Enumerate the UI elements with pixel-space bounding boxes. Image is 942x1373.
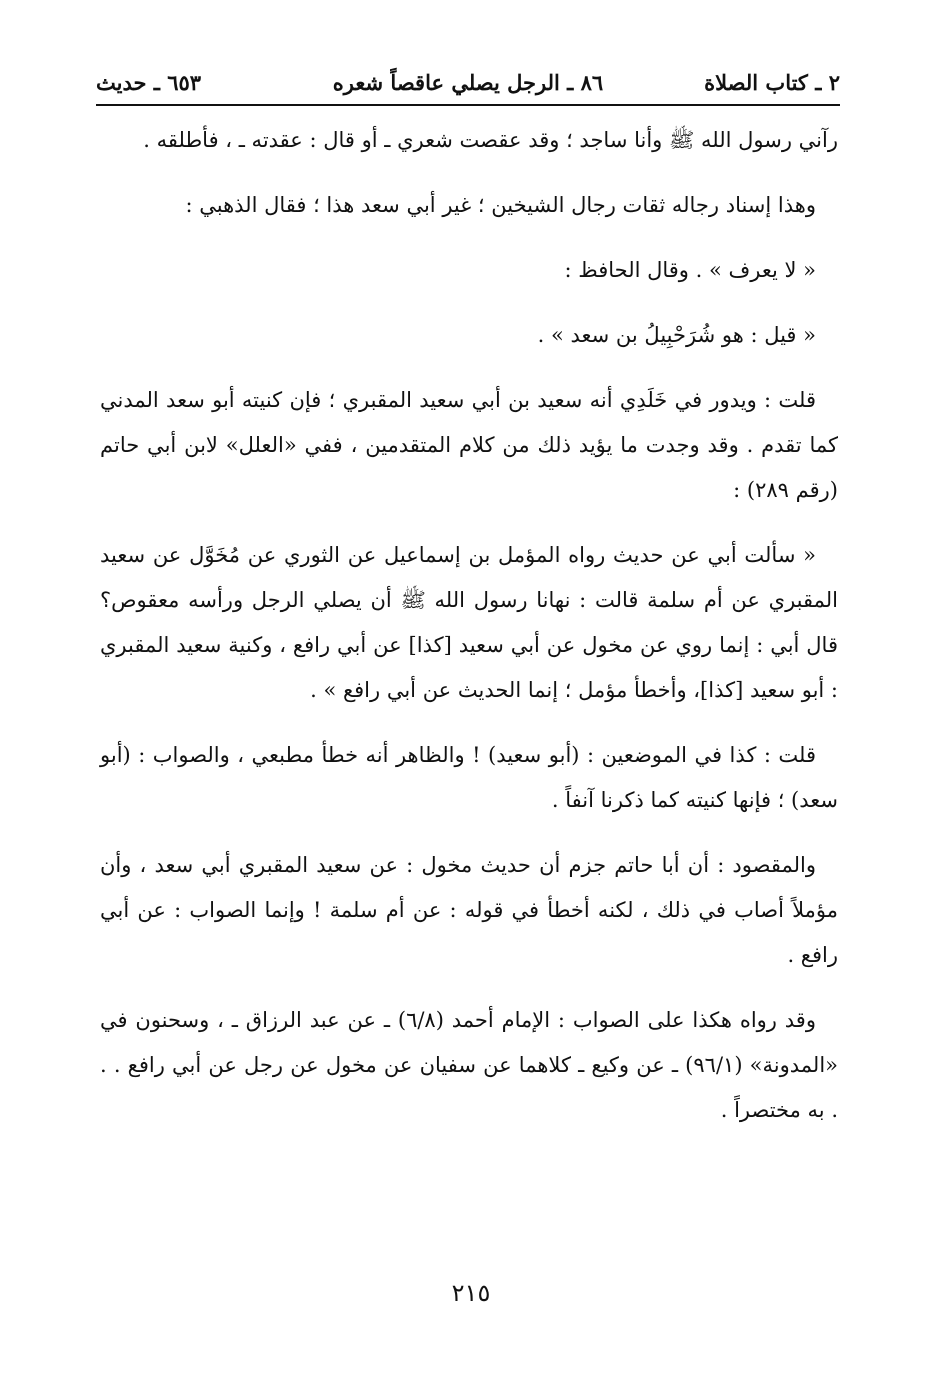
paragraph-author-comment: قلت : ويدور في خَلَدِي أنه سعيد بن أبي سعيد المقبري ؛ فإن كنيته أبو سعد المدني كما تقدم . وقد وجدت ما يؤيد ذلك من كلام المتقدمين ، ففي «العلل» لابن أبي حاتم (رقم ٢٨٩) : [100, 388, 838, 502]
paragraph-conclusion: والمقصود : أن أبا حاتم جزم أن حديث مخول : عن سعيد المقبري أبي سعد ، وأن مؤملاً أصاب في ذلك ، لكنه أخطأ في قوله : عن أم سلمة ! وإنما الصواب : عن أبي رافع . [100, 853, 838, 967]
paragraph-dhahabi-quote: « لا يعرف » . وقال الحافظ : [564, 258, 816, 282]
paragraph-correction-note: قلت : كذا في الموضعين : (أبو سعيد) ! والظاهر أنه خطأ مطبعي ، والصواب : (أبو سعد) ؛ فإنها كنيته كما ذكرنا آنفاً . [100, 743, 838, 812]
paragraph-hafiz-quote: « قيل : هو شُرَحْبِيلُ بن سعد » . [537, 323, 816, 347]
page-header [96, 66, 840, 100]
header-hadith-number: ٦٥٣ ـ حديث [96, 70, 202, 95]
header-book-title: ٢ ـ كتاب الصلاة [704, 70, 840, 95]
paragraph-isnad-note: وهذا إسناد رجاله ثقات رجال الشيخين ؛ غير أبي سعد هذا ؛ فقال الذهبي : [185, 193, 816, 217]
page-number: ٢١٥ [451, 1279, 491, 1307]
paragraph-sources: وقد رواه هكذا على الصواب : الإمام أحمد (٦/٨) ـ عن عبد الرزاق ـ ، وسحنون في «المدونة» (٩٦/١) ـ عن وكيع ـ كلاهما عن سفيان عن مخول عن رجل عن أبي رافع . . . به مختصراً . [100, 1008, 838, 1122]
header-divider [96, 104, 840, 106]
paragraph-ilal-quote: « سألت أبي عن حديث رواه المؤمل بن إسماعيل عن الثوري عن مُخَوَّل عن سعيد المقبري عن أم سلمة قالت : نهانا رسول الله ﷺ أن يصلي الرجل ورأسه معقوص؟ قال أبي : إنما روي عن مخول عن أبي سعيد [كذا] عن أبي رافع ، وكنية سعيد المقبري : أبو سعيد [كذا]، وأخطأ مؤمل ؛ إنما الحديث عن أبي رافع » . [100, 543, 838, 702]
paragraph-hadith-text: رآني رسول الله ﷺ وأنا ساجد ؛ وقد عقصت شعري ـ أو قال : عقدته ـ ، فأطلقه . [143, 128, 838, 152]
header-chapter-title: ٨٦ ـ الرجل يصلي عاقصاً شعره [332, 70, 604, 95]
page-body [100, 118, 838, 1153]
